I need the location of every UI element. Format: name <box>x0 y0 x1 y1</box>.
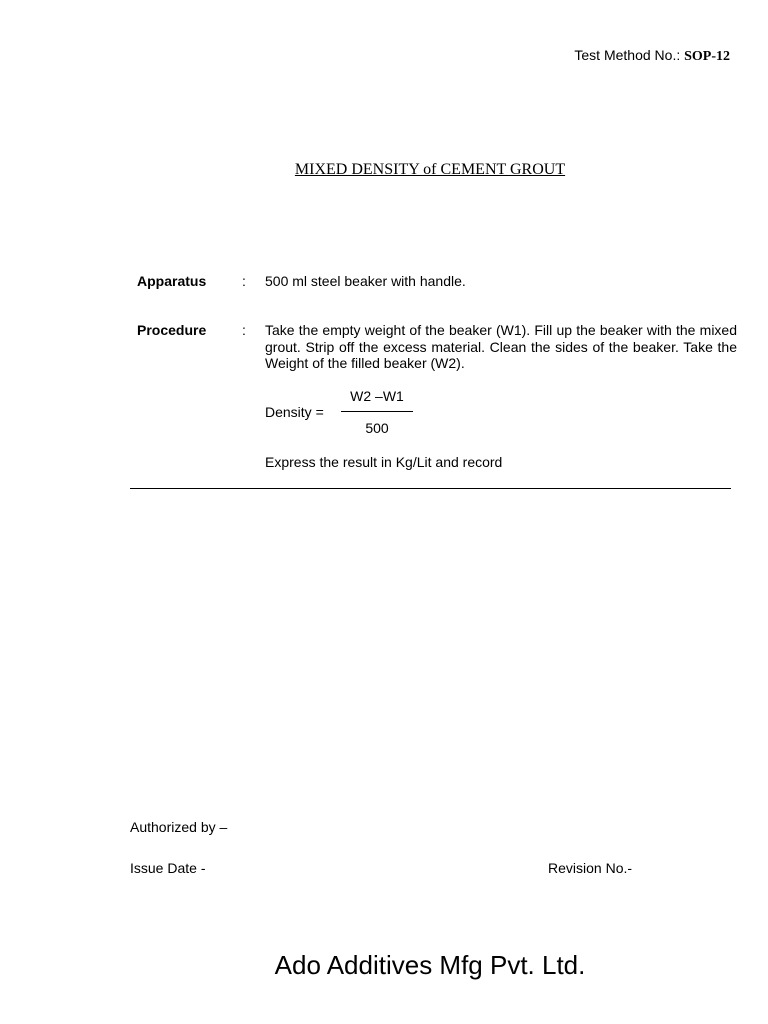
section-divider <box>130 488 731 489</box>
test-method-label: Test Method No.: <box>574 47 685 63</box>
density-formula-numerator: W2 –W1 <box>350 388 404 404</box>
test-method-code: SOP-12 <box>684 49 730 64</box>
test-method-number <box>574 47 730 65</box>
procedure-label: Procedure <box>137 322 207 338</box>
company-name: Ado Additives Mfg Pvt. Ltd. <box>274 950 586 980</box>
revision-number: Revision No.- <box>548 860 633 876</box>
apparatus-label: Apparatus <box>137 273 207 289</box>
procedure-text: Take the empty weight of the beaker (W1). Fill up the beaker with the mixed grout. Strip off the excess material. Clean the sides of the beaker. Take the Weight of the filled beaker (W2). <box>265 322 737 371</box>
apparatus-text: 500 ml steel beaker with handle. <box>265 273 466 289</box>
authorized-by: Authorized by – <box>130 819 228 835</box>
density-formula-fraction-line <box>341 411 413 412</box>
document-title: MIXED DENSITY of CEMENT GROUT <box>294 161 566 178</box>
result-note: Express the result in Kg/Lit and record <box>265 454 503 470</box>
density-formula-denominator: 500 <box>365 420 389 436</box>
procedure-colon: : <box>242 322 246 338</box>
issue-date: Issue Date - <box>130 860 206 876</box>
density-formula-label: Density = <box>265 404 324 420</box>
apparatus-colon: : <box>242 273 246 289</box>
